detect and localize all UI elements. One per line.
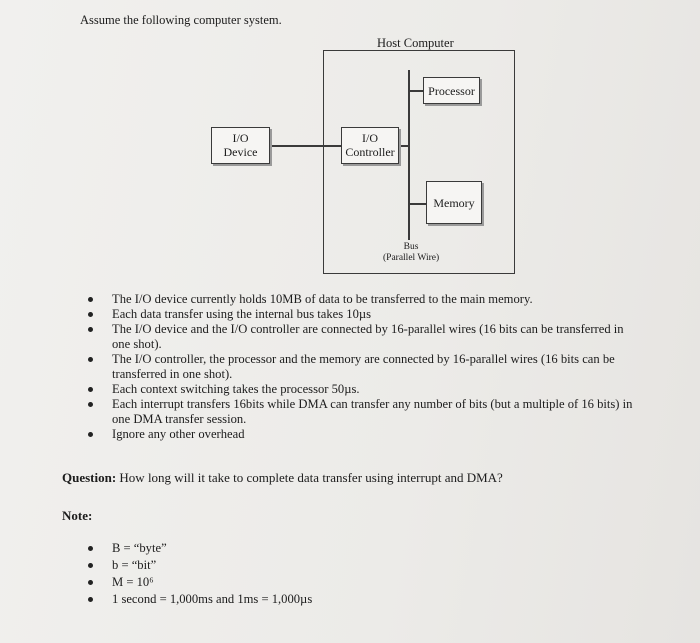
bullet-icon <box>88 387 93 392</box>
list-item: Each data transfer using the internal bus takes 10µs <box>88 307 633 322</box>
io-device-line1: I/O <box>232 131 249 145</box>
host-computer-label: Host Computer <box>377 36 454 50</box>
bullet-icon <box>88 597 93 602</box>
question-text: How long will it take to complete data transfer using interrupt and DMA? <box>119 470 503 485</box>
bullet-icon <box>88 312 93 317</box>
bullet-icon <box>88 563 93 568</box>
list-item: B = “byte” <box>88 540 312 557</box>
bullet-icon <box>88 327 93 332</box>
list-item: The I/O controller, the processor and the memory are connected by 16-parallel wires (16 bits can be transferred in one shot). <box>88 352 633 382</box>
note-label: Note: <box>62 508 93 523</box>
memory-label: Memory <box>433 196 475 210</box>
intro-text: Assume the following computer system. <box>80 13 282 27</box>
bullet-icon <box>88 580 93 585</box>
bullet-icon <box>88 546 93 551</box>
list-item: The I/O device currently holds 10MB of data to be transferred to the main memory. <box>88 292 633 307</box>
list-item: b = “bit” <box>88 557 312 574</box>
bullet-icon <box>88 357 93 362</box>
list-item: Each interrupt transfers 16bits while DMA can transfer any number of bits (but a multiple of 16 bits) in one DMA transfer session. <box>88 397 633 427</box>
list-item: The I/O device and the I/O controller are connected by 16-parallel wires (16 bits can be transferred in one shot). <box>88 322 633 352</box>
io-controller-box <box>341 127 399 164</box>
bus-processor-connector <box>408 90 424 92</box>
processor-box <box>423 77 480 104</box>
bus-vertical-line <box>408 70 410 240</box>
list-item: Each context switching takes the processor 50µs. <box>88 382 633 397</box>
bullet-icon <box>88 432 93 437</box>
io-device-box <box>211 127 270 164</box>
bus-label <box>383 242 439 264</box>
question-label: Question: <box>62 470 117 485</box>
question <box>62 470 503 486</box>
list-item: 1 second = 1,000ms and 1ms = 1,000µs <box>88 591 312 608</box>
io-controller-line1: I/O <box>362 131 378 145</box>
bus-controller-connector <box>399 145 409 147</box>
bus-memory-connector <box>408 203 426 205</box>
io-device-line2: Device <box>223 145 258 159</box>
bus-label-line1: Bus <box>403 242 419 252</box>
list-item: Ignore any other overhead <box>88 427 633 442</box>
list-item: M = 10⁶ <box>88 574 312 591</box>
bullet-icon <box>88 297 93 302</box>
bullet-icon <box>88 402 93 407</box>
notes-list <box>88 540 312 608</box>
assumptions-list <box>88 292 633 442</box>
device-controller-wire <box>270 145 342 147</box>
bus-label-line2: (Parallel Wire) <box>383 253 440 263</box>
io-controller-line2: Controller <box>345 145 395 159</box>
memory-box <box>426 181 482 224</box>
processor-label: Processor <box>428 84 475 98</box>
